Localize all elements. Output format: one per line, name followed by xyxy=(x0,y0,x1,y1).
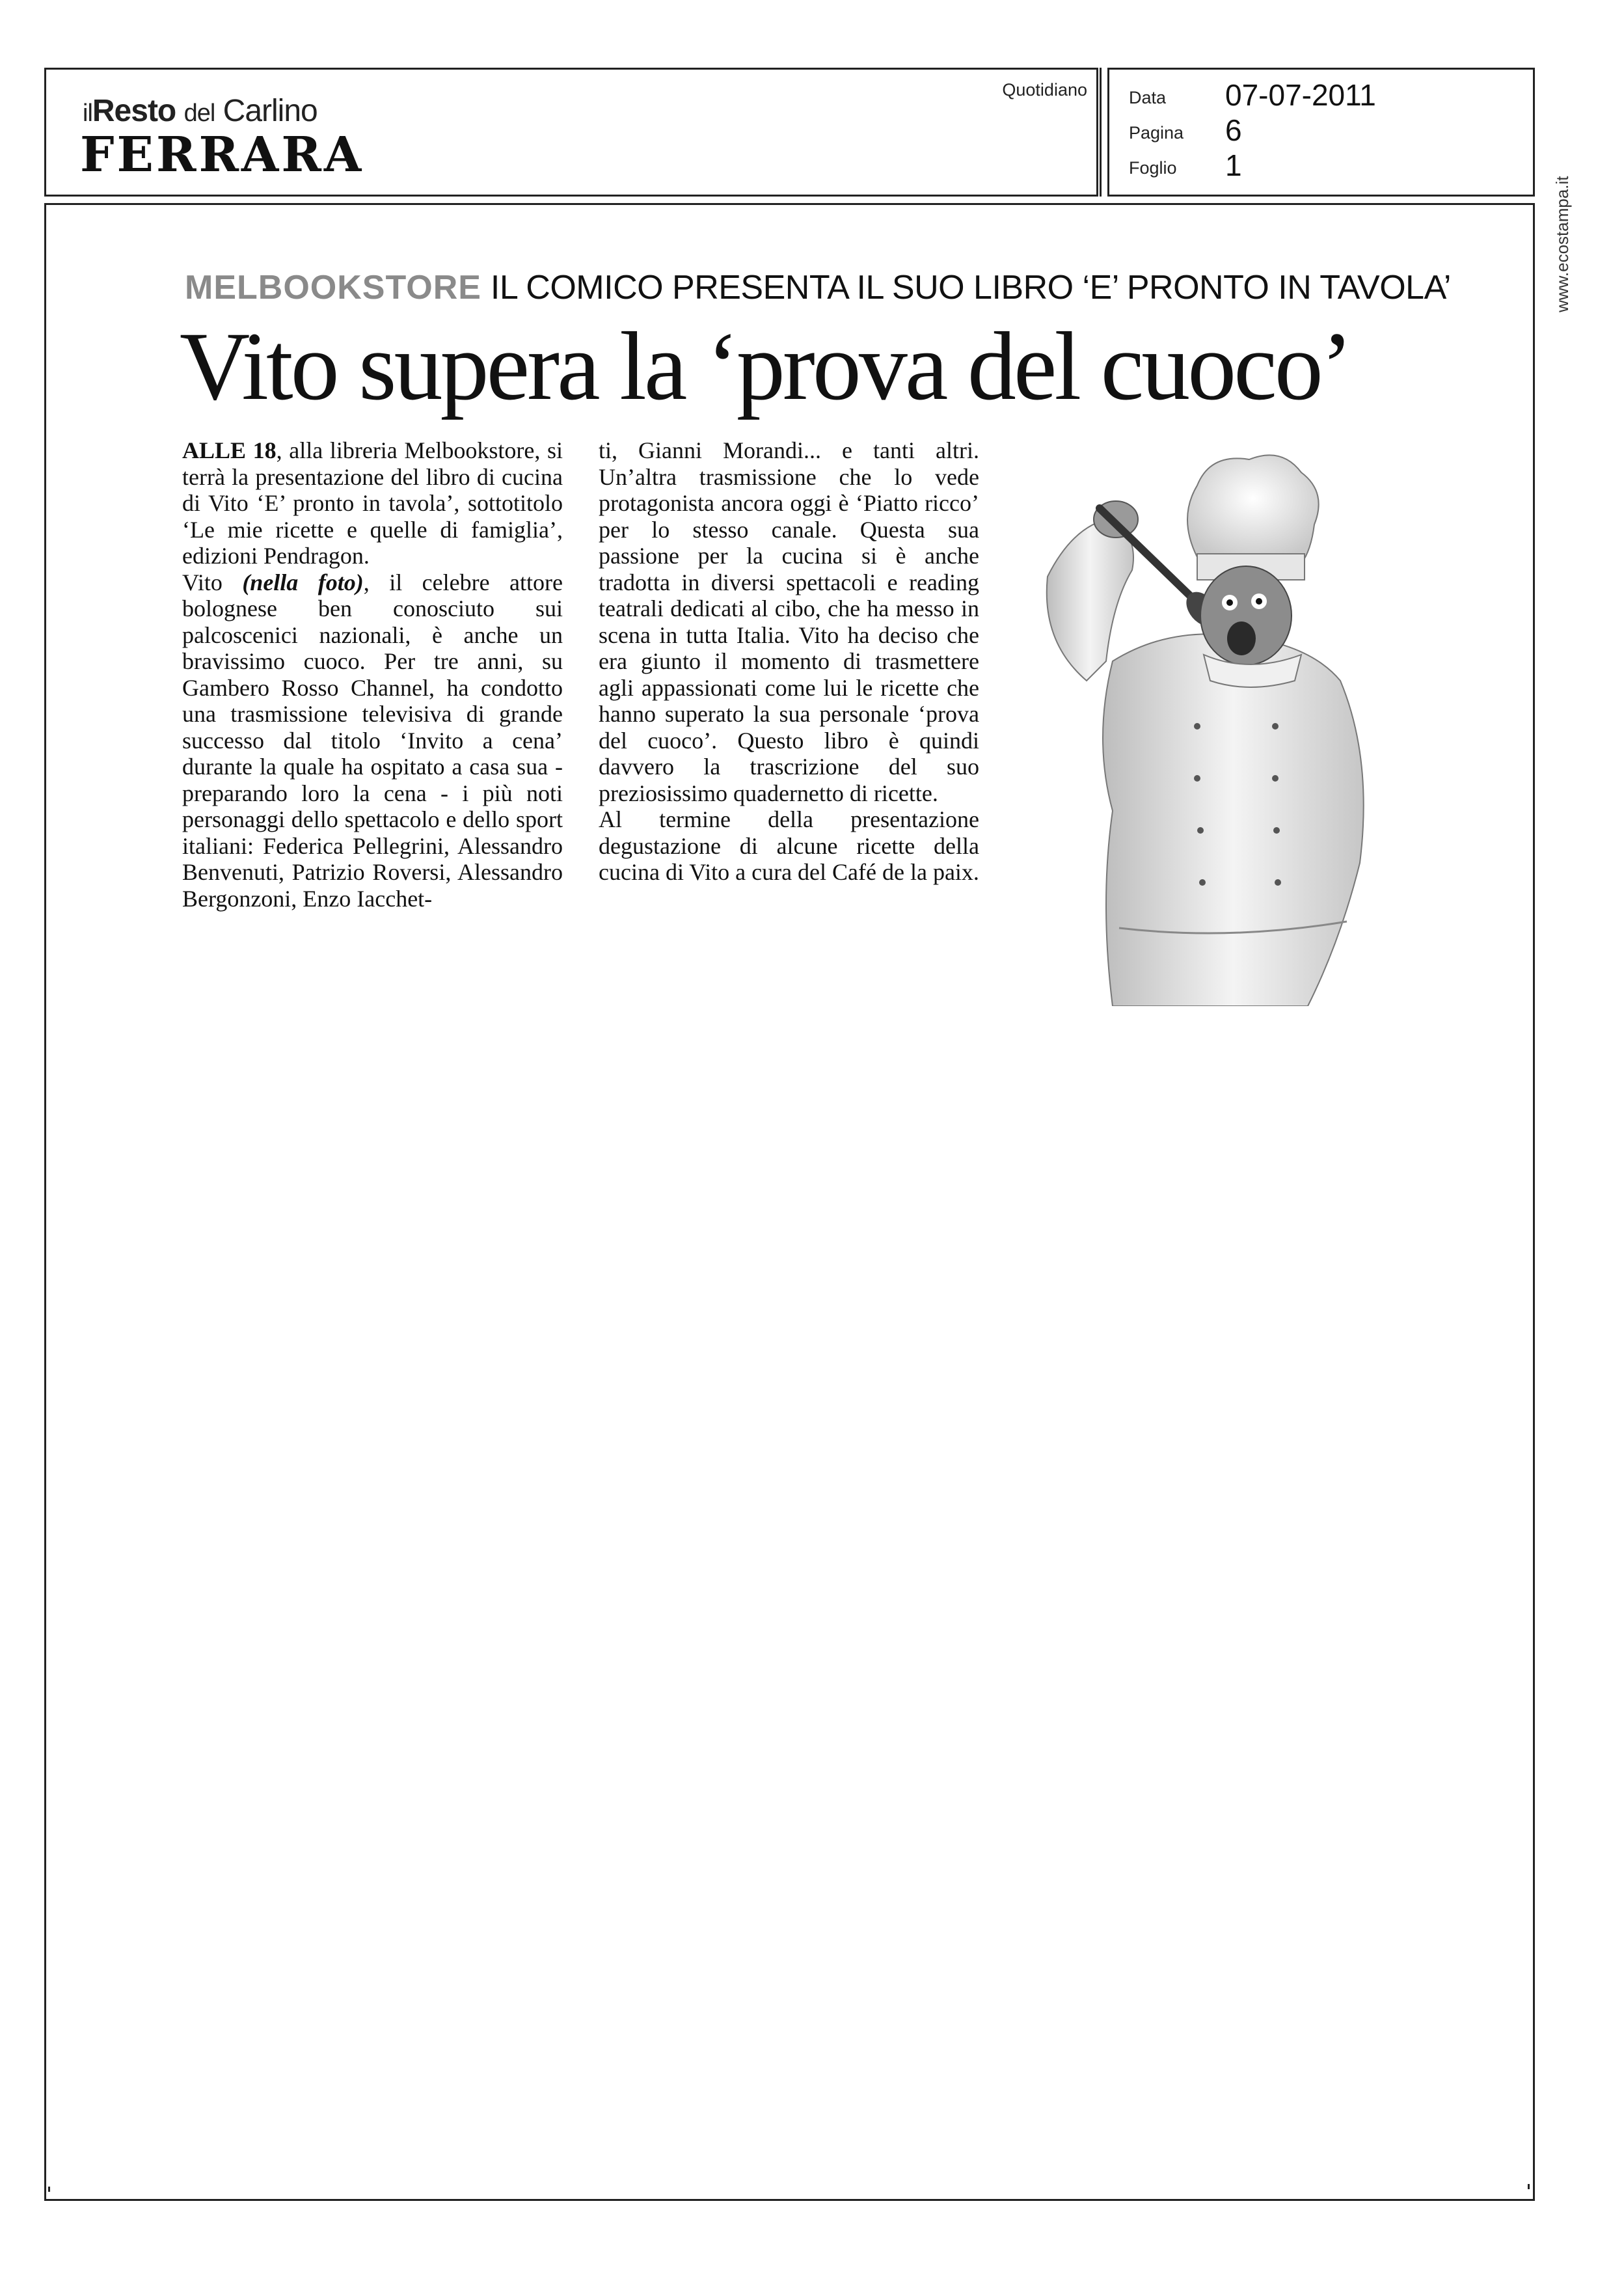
paragraph-text: , il celebre attore bolognese ben conosciuto sui palcoscenici nazionali, è anche un bravissimo cuoco. Per tre anni, su Gambero Rosso Channel, ha condotto una trasmissione televisiva di grande successo dal titolo ‘Invito a cena’ durante la quale ha ospitato a casa sua - preparando loro la cena - i più noti personaggi dello spettacolo e dello sport italiani: Federica Pellegrini, Alessandro Benvenuti, Patrizio Roversi, Alessandro Bergonzoni, Enzo Iacchet- xyxy=(182,569,563,912)
corner-mark xyxy=(48,2187,50,2192)
sheet-value: 1 xyxy=(1225,148,1242,182)
article-column-1 xyxy=(182,437,563,912)
paragraph: ti, Gianni Morandi... e tanti altri. Un’altra trasmissione che lo vede protagonista ancora oggi è ‘Piatto ricco’ per lo stesso canale. Questa sua passione per la cucina si è anche tradotta in diversi spettacoli e reading teatrali dedicati al cibo, che ha messo in scena in tutta Italia. Vito ha deciso che era giunto il momento di trasmettere agli appassionati come lui le ricette che hanno superato la sua personale ‘prova del cuoco’. Questo libro è quindi davvero la trascrizione del suo preziosissimo quadernetto di ricette. xyxy=(599,437,979,806)
header-divider xyxy=(1100,68,1102,197)
photo-reference: (nella foto) xyxy=(242,569,364,595)
kicker-brand: MELBOOKSTORE xyxy=(185,269,481,307)
logo-carlino: Carlino xyxy=(223,94,318,128)
corner-mark xyxy=(1528,2184,1530,2189)
publication-type: Quotidiano xyxy=(1002,80,1087,100)
page-label: Pagina xyxy=(1129,123,1184,143)
logo-del: del xyxy=(183,100,215,127)
date-label: Data xyxy=(1129,88,1167,107)
paragraph xyxy=(182,569,563,912)
article-column-2 xyxy=(599,437,979,886)
logo-resto: Resto xyxy=(92,94,176,128)
lead-in: ALLE 18 xyxy=(182,437,277,463)
edition-name: FERRARA xyxy=(80,127,364,183)
date-value: 07-07-2011 xyxy=(1225,78,1376,112)
paragraph-text: Vito xyxy=(182,569,243,595)
chef-photo xyxy=(1035,446,1399,1006)
article-kicker xyxy=(185,268,1451,307)
kicker-text: IL COMICO PRESENTA IL SUO LIBRO ‘E’ PRONTO IN TAVOLA’ xyxy=(481,269,1451,307)
masthead-box xyxy=(44,68,1098,197)
metadata-box xyxy=(1107,68,1535,197)
logo-il: il xyxy=(83,100,92,127)
paragraph: Al termine della presentazione degustazione di alcune ricette della cucina di Vito a cura del Café de la paix. xyxy=(599,806,979,885)
article-headline: Vito supera la ‘prova del cuoco’ xyxy=(180,312,1351,420)
page-value: 6 xyxy=(1225,113,1242,147)
sheet-label: Foglio xyxy=(1129,158,1177,178)
source-credit: www.ecostampa.it xyxy=(1552,176,1572,312)
paragraph xyxy=(182,437,563,569)
paragraph-text: , alla libreria Melbookstore, si terrà la presentazione del libro di cucina di Vito ‘E’ pronto in tavola’, sottotitolo ‘Le mie ricette e quelle di famiglia’, edizioni Pendragon. xyxy=(182,437,563,569)
newspaper-logo xyxy=(83,93,318,129)
